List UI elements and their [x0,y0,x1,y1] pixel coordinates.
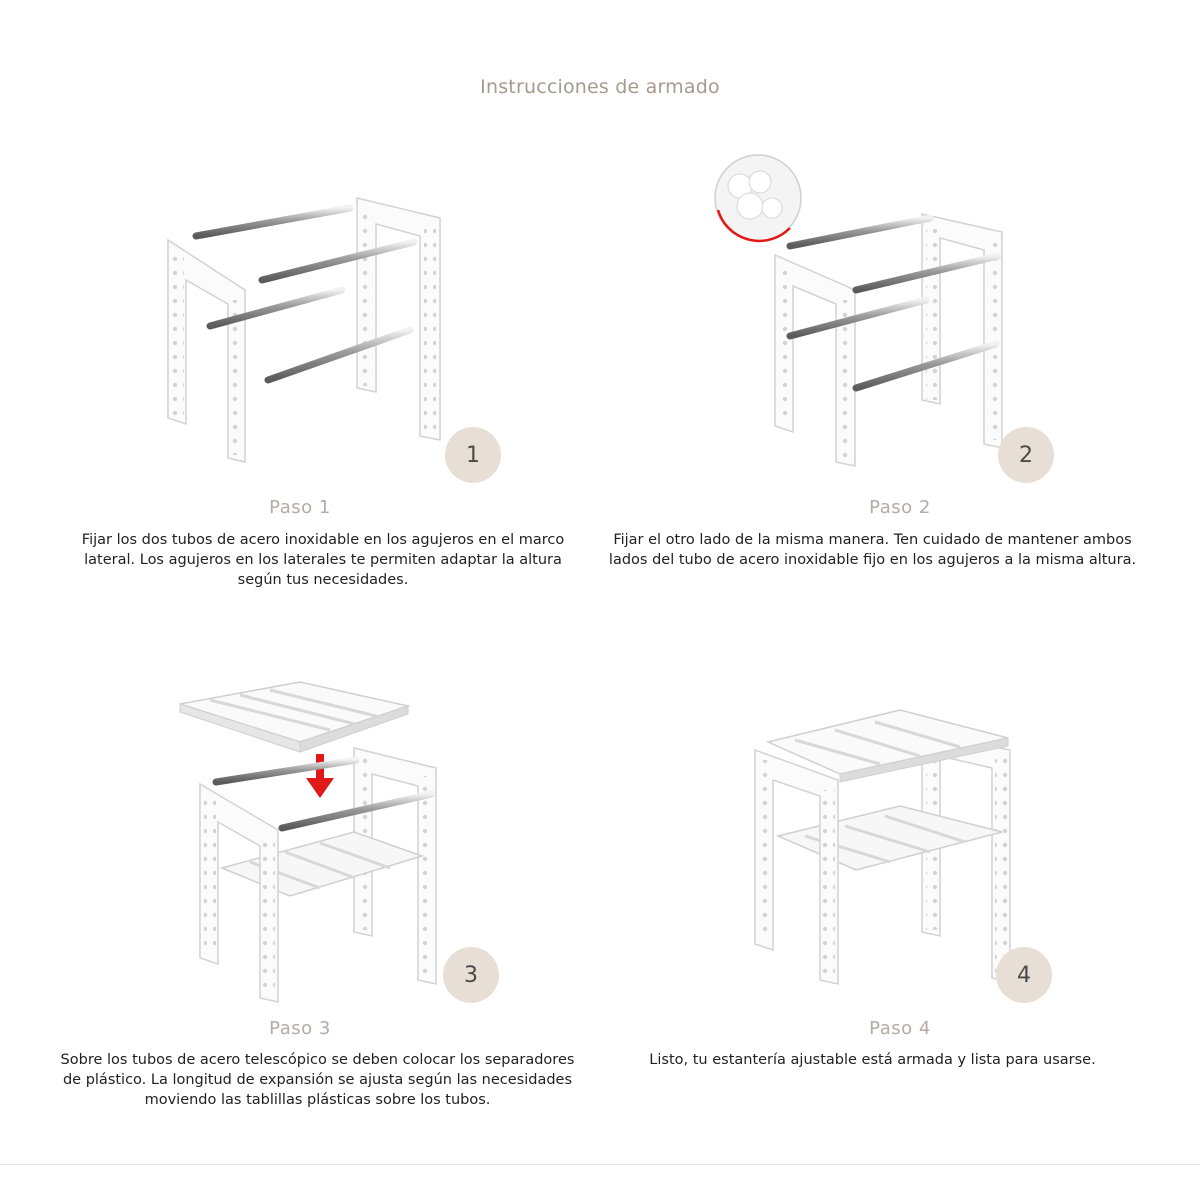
bottom-divider [0,1164,1200,1165]
step-3 [0,600,600,1120]
step-4 [600,600,1200,1120]
step-1-description: Fijar los dos tubos de acero inoxidable en los agujeros en el marco lateral. Los agujeros en los laterales te permiten adaptar la altura según tus necesidades. [81,532,565,588]
step-1 [0,0,600,588]
step-3-title: Paso 3 [269,1018,331,1039]
step-2-description: Fijar el otro lado de la misma manera. Ten cuidado de mantener ambos lados del tubo de acero inoxidable fijo en los agujeros a la misma altura. [608,532,1137,568]
shelf-panel-top [180,682,408,752]
step-3-illustration [0,600,600,1120]
step-4-number-badge: 4 [996,947,1052,1003]
step-4-description: Listo, tu estantería ajustable está armada y lista para usarse. [649,1052,1096,1068]
step-1-number-badge: 1 [445,427,501,483]
step-2-illustration [600,0,1200,520]
step-1-title: Paso 1 [269,497,331,518]
step-2 [600,0,1200,568]
step-3-number-badge: 3 [443,947,499,1003]
step-3-description: Sobre los tubos de acero telescópico se deben colocar los separadores de plástico. La longitud de expansión se ajusta según las necesidades moviendo las tablillas plásticas sobre los tubos. [60,1052,575,1108]
step-4-title: Paso 4 [869,1018,931,1039]
step-4-illustration [600,600,1200,1120]
step-1-illustration [0,0,600,520]
page-title: Instrucciones de armado [480,76,720,98]
shelf-lower-mounted [778,806,1002,870]
magnifier-inset [715,155,801,241]
step-2-number-badge: 2 [998,427,1054,483]
step-2-title: Paso 2 [869,497,931,518]
